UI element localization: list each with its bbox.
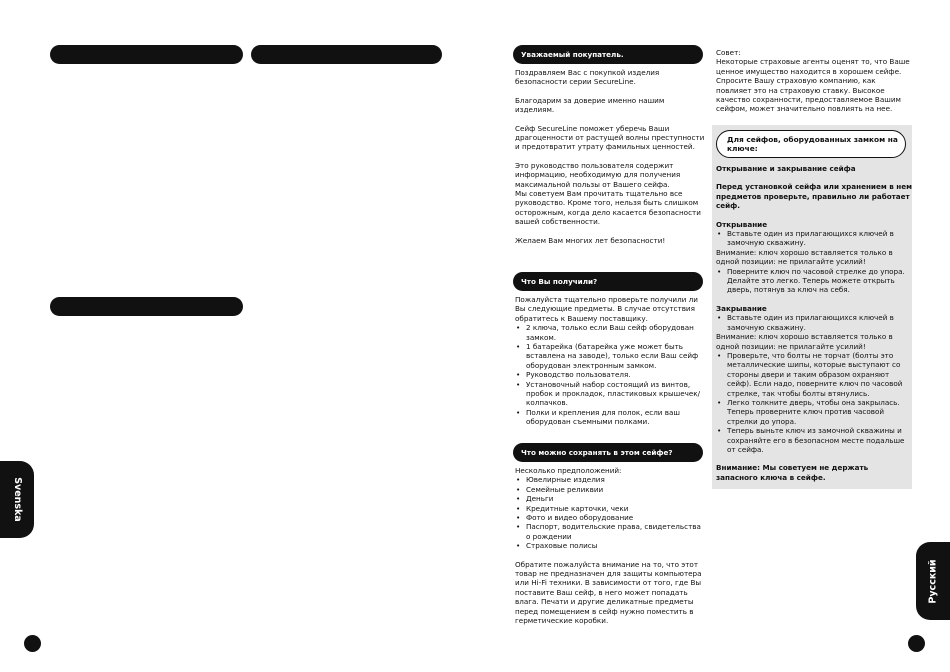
key-lock-label: Для сейфов, оборудованных замком на ключе: (716, 130, 906, 158)
list-item: • Руководство пользователя. (515, 370, 707, 379)
section-heading-dear-customer: Уважаемый покупатель. (513, 45, 703, 64)
suggestions-list (515, 475, 707, 550)
subtitle: Открывание и закрывание сейфа (716, 164, 856, 173)
closing-list-1 (716, 313, 912, 332)
list-item: • Вставьте один из прилагающихся ключей в замочную скважину. (716, 229, 912, 248)
paragraph: Несколько предположений: (515, 466, 622, 475)
list-item: • Ювелирные изделия (515, 475, 707, 484)
advice-text: Некоторые страховые агенты оценят то, что Ваше ценное имущество находится в хорошем сейфе. Спросите Вашу страховую компанию, как повлияет это на страховую ставку. Высокое качество сохранности, предоставляемое Вашим сейфом, может значительно повлиять на нее. (716, 57, 910, 114)
list-item: • 1 батарейка (батарейка уже может быть вставлена на заводе), только если Ваш сейф оборудован электронным замком. (515, 342, 707, 370)
page-dot-right (908, 635, 925, 652)
advice-block (716, 48, 910, 114)
empty-header-bar-1 (50, 45, 243, 64)
empty-header-bar-3 (50, 297, 243, 316)
list-item: • Фото и видео оборудование (515, 513, 707, 522)
advice-title: Совет: (716, 48, 741, 57)
closing-title: Закрывание (716, 303, 767, 313)
paragraph: Пожалуйста тщательно проверьте получили ли Вы следующие предметы. В случае отсутствия обратитесь к Вашему поставщику. (515, 295, 698, 323)
section-heading-what-you-got: Что Вы получили? (513, 272, 703, 291)
paragraph: Желаем Вам многих лет безопасности! (515, 235, 666, 245)
list-item: • Установочный набор состоящий из винтов, пробок и прокладок, пластиковых крышечек/колпачков. (515, 380, 707, 408)
page-dot-left (24, 635, 41, 652)
list-item: • Легко толкните дверь, чтобы она закрылась. Теперь проверните ключ против часовой стрелки до упора. (716, 398, 912, 426)
closing-list-2 (716, 351, 912, 454)
closing-note: Внимание: ключ хорошо вставляется только в одной позиции: не прилагайте усилий! (716, 332, 893, 351)
opening-list-2 (716, 267, 912, 295)
opening-note: Внимание: ключ хорошо вставляется только в одной позиции: не прилагайте усилий! (716, 247, 893, 267)
list-item: • Полки и крепления для полок, если ваш оборудован съемными полками. (515, 408, 707, 427)
paragraph: Благодарим за доверие именно нашим изделиям. (515, 95, 665, 115)
section-intro-text (515, 68, 705, 245)
contents-list (515, 323, 707, 426)
list-item: • 2 ключа, только если Ваш сейф оборудован замком. (515, 323, 707, 342)
paragraph: Обратите пожалуйста внимание на то, что этот товар не предназначен для защиты компьютера или Hi-Fi техники. В зависимости от того, где Вы поставите Ваш сейф, в него может попадать влага. Печати и другие деликатные предметы перед помещением в сейф нужно поместить в герметические коробки. (515, 559, 702, 626)
list-item: • Страховые полисы (515, 541, 707, 550)
list-item: • Паспорт, водительские права, свидетельства о рождении (515, 522, 707, 541)
opening-list-1 (716, 229, 912, 248)
spare-key-warning: Внимание: Мы советуем не держать запасного ключа в сейфе. (716, 463, 869, 482)
language-tab-russian: Русский (916, 542, 950, 620)
list-item: • Вставьте один из прилагающихся ключей в замочную скважину. (716, 313, 912, 332)
paragraph: Мы советуем Вам прочитать тщательно все руководство. Кроме того, нельзя быть слишком осторожным, когда дело касается безопасности вашей собственности. (515, 189, 701, 227)
empty-header-bar-2 (251, 45, 442, 64)
list-item: • Теперь выньте ключ из замочной скважины и сохраняйте его в безопасном месте подальше от сейфа. (716, 426, 912, 454)
section-heading-what-to-store: Что можно сохранять в этом сейфе? (513, 443, 703, 462)
list-item: • Семейные реликвии (515, 485, 707, 494)
list-item: • Проверьте, что болты не торчат (болты это металлические шипы, которые выступают со стороны двери и таким образом охраняют сейф). Если надо, поверните ключ по часовой стрелке, так чтобы болты втянулись. (716, 351, 912, 398)
list-item: • Кредитные карточки, чеки (515, 504, 707, 513)
list-item: • Деньги (515, 494, 707, 503)
paragraph: Сейф SecureLine поможет уберечь Ваши драгоценности от растущей волны преступности и предотвратит утрату фамильных ценностей. (515, 123, 705, 152)
list-item: • Поверните ключ по часовой стрелке до упора. Делайте это легко. Теперь можете открыть дверь, потянув за ключ на себя. (716, 267, 912, 295)
opening-title: Открывание (716, 219, 768, 229)
language-tab-svenska: Svenska (0, 461, 34, 538)
check-warning: Перед установкой сейфа или хранением в нем предметов проверьте, правильно ли работает сейф. (716, 182, 912, 211)
storage-suggestions (515, 466, 707, 626)
paragraph: Поздравляем Вас с покупкой изделия безопасности серии SecureLine. (515, 68, 660, 87)
package-contents (515, 295, 707, 427)
paragraph: Это руководство пользователя содержит информацию, необходимую для получения максимальной пользы от Вашего сейфа. (515, 160, 681, 189)
key-lock-instructions (716, 164, 912, 482)
